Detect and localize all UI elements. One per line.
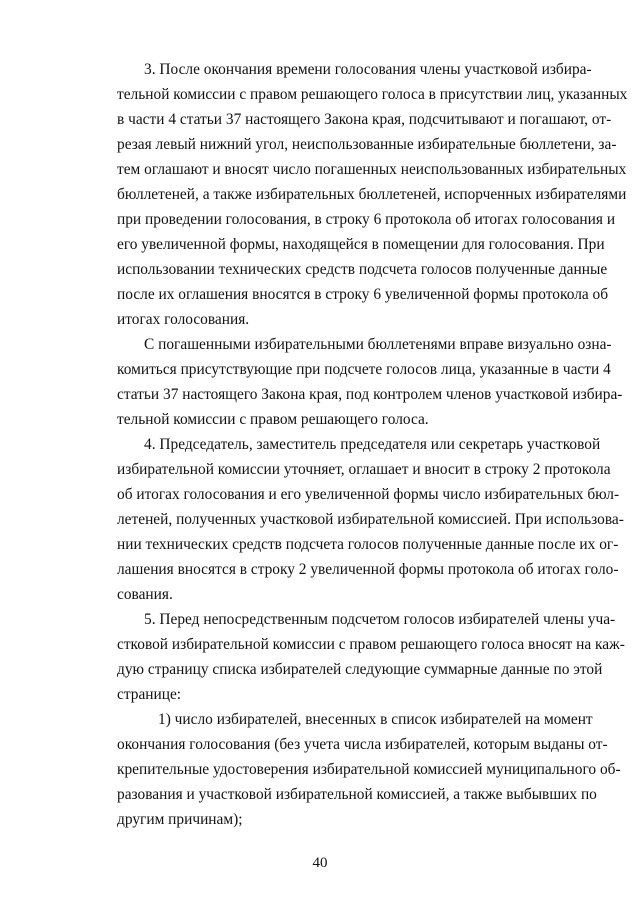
list-item-line: другим причинам); — [117, 811, 243, 828]
text-line: избирательной комиссии уточняет, оглашает и вносит в строку 2 протокола — [117, 461, 611, 478]
text-line: в части 4 статьи 37 настоящего Закона края, подсчитывают и погашают, от- — [117, 111, 612, 128]
text-line: при проведении голосования, в строку 6 протокола об итогах голосования и — [117, 211, 616, 228]
text-line: итогах голосования. — [117, 311, 250, 328]
text-line: странице: — [117, 686, 182, 703]
text-line: лашения вносятся в строку 2 увеличенной формы протокола об итогах голо- — [117, 561, 619, 578]
text-line: сования. — [117, 586, 173, 603]
text-line: бюллетеней, а также избирательных бюллетеней, испорченных избирателями — [117, 186, 627, 203]
text-line: стковой избирательной комиссии с правом решающего голоса вносят на каж- — [117, 636, 625, 653]
text-line: его увеличенной формы, находящейся в помещении для голосования. При — [117, 236, 605, 253]
text-line: летеней, полученных участковой избирательной комиссией. При использова- — [117, 511, 624, 528]
list-item-line: окончания голосования (без учета числа избирателей, которым выданы от- — [117, 736, 608, 753]
text-line: тем оглашают и вносят число погашенных неиспользованных избирательных — [117, 161, 627, 178]
text-line: тельной комиссии с правом решающего голоса. — [117, 411, 429, 428]
list-item-line: 1) число избирателей, внесенных в список избирателей на момент — [158, 711, 593, 728]
text-line: 3. После окончания времени голосования члены участковой избира- — [144, 61, 592, 78]
text-line: тельной комиссии с правом решающего голоса в присутствии лиц, указанных — [117, 86, 628, 103]
text-line: об итогах голосования и его увеличенной формы число избирательных бюл- — [117, 486, 620, 503]
list-item-line: крепительные удостоверения избирательной комиссией муниципального об- — [117, 761, 621, 778]
text-line: 4. Председатель, заместитель председателя или секретарь участковой — [144, 436, 601, 453]
text-line: после их оглашения вносятся в строку 6 увеличенной формы протокола об — [117, 286, 609, 303]
text-line: комиться присутствующие при подсчете голосов лица, указанные в части 4 — [117, 361, 611, 378]
text-line: нии технических средств подсчета голосов полученные данные после их ог- — [117, 536, 619, 553]
text-line: использовании технических средств подсчета голосов полученные данные — [117, 261, 608, 278]
text-line: дую страницу списка избирателей следующие суммарные данные по этой — [117, 661, 603, 678]
list-item-line: разования и участковой избирательной комиссией, а также выбывших по — [117, 786, 597, 803]
text-line: резая левый нижний угол, неиспользованные избирательные бюллетени, за- — [117, 136, 617, 153]
page-number: 40 — [312, 855, 328, 871]
text-line: 5. Перед непосредственным подсчетом голосов избирателей члены уча- — [144, 611, 616, 628]
text-line: С погашенными избирательными бюллетенями вправе визуально озна- — [144, 336, 612, 353]
text-line: статьи 37 настоящего Закона края, под контролем членов участковой избира- — [117, 386, 623, 403]
